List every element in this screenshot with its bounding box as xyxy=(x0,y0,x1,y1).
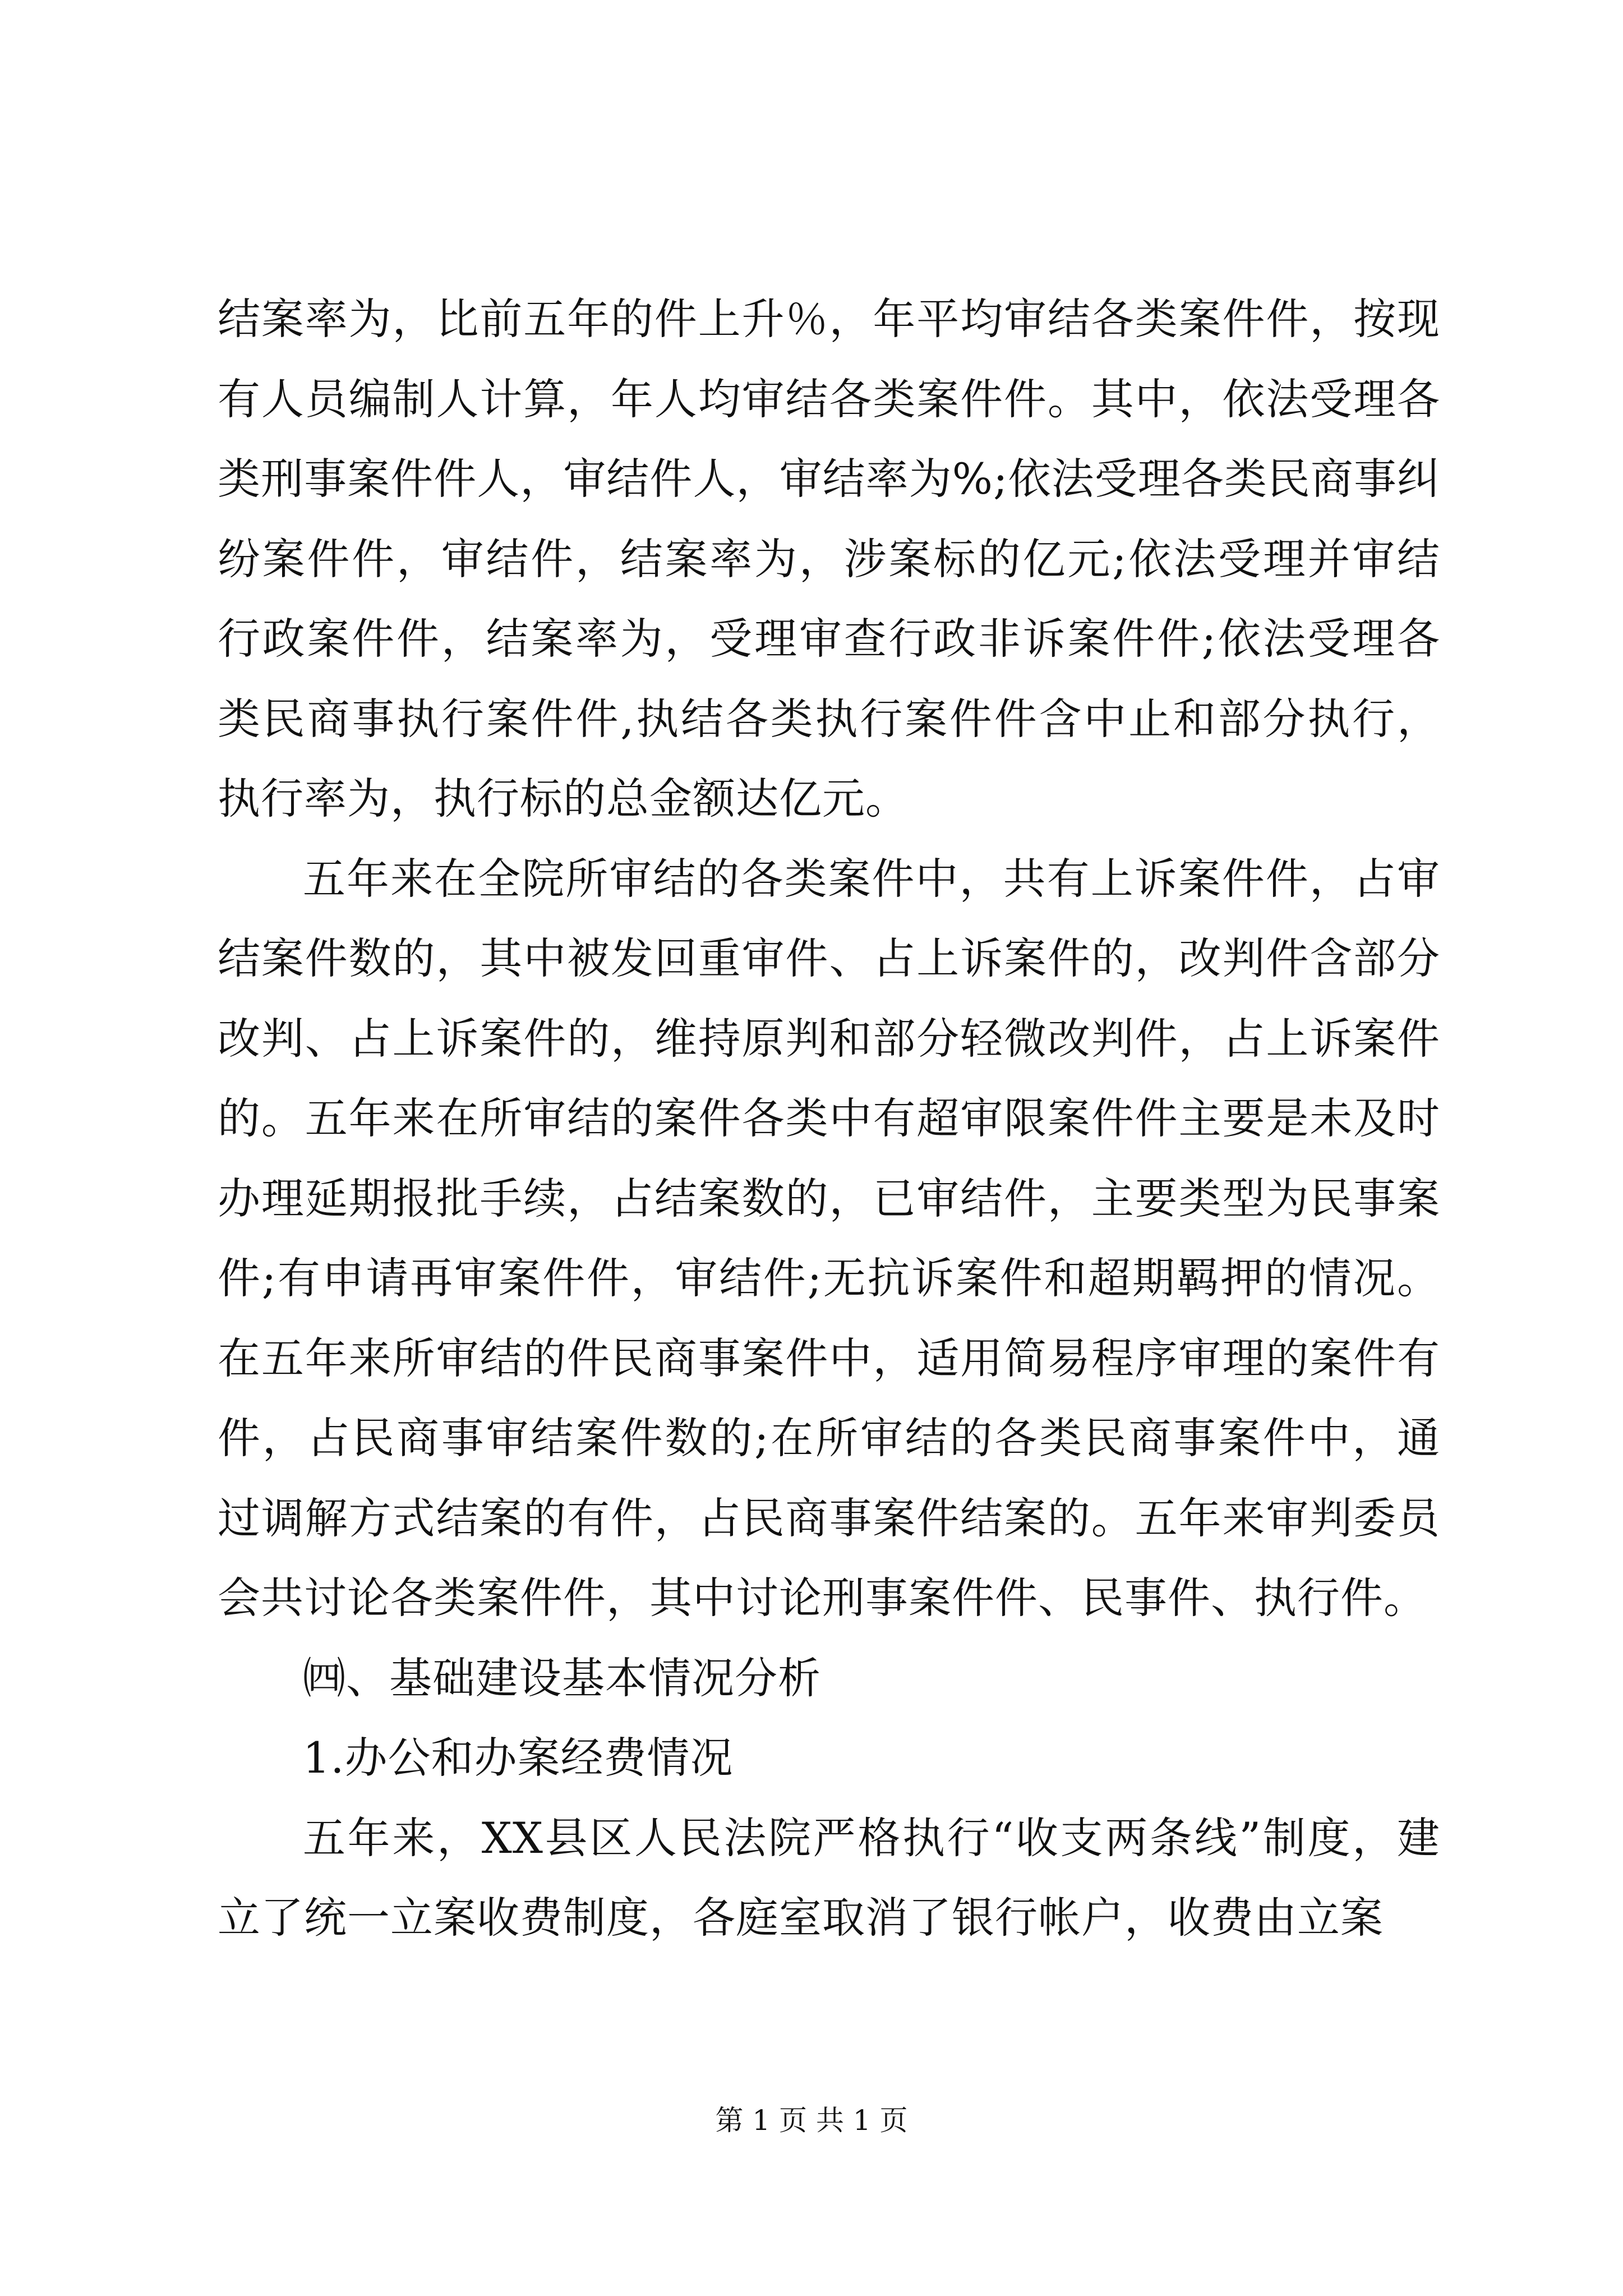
paragraph-funding: 五年来，XX县区人民法院严格执行“收支两条线”制度，建立了统一立案收费制度，各庭室取消了银行帐户，收费由立案 xyxy=(218,1812,1440,1943)
section-heading-infrastructure: ㈣、基础建设基本情况分析 xyxy=(303,1653,821,1703)
paragraph-case-statistics: 结案率为，比前五年的件上升％，年平均审结各类案件件，按现有人员编制人计算，年人均审结各类案件件。其中，依法受理各类刑事案件件人，审结件人，审结率为%;依法受理各类民商事纠纷案件件，审结件，结案率为，涉案标的亿元;依法受理并审结行政案件件，结案率为，受理审查行政非诉案件件;依法受理各类民商事执行案件件,执结各类执行案件件含中止和部分执行，执行率为，执行标的总金额达亿元。 xyxy=(218,294,1440,823)
subheading-office-funding: 1.办公和办案经费情况 xyxy=(303,1733,734,1783)
document-body xyxy=(218,279,1440,1958)
paragraph-appeal-statistics: 五年来在全院所审结的各类案件中，共有上诉案件件，占审结案件数的，其中被发回重审件、占上诉案件的，改判件含部分改判、占上诉案件的，维持原判和部分轻微改判件，占上诉案件的。五年来在所审结的案件各类中有超审限案件件主要是未及时办理延期报批手续，占结案数的，已审结件，主要类型为民事案件;有申请再审案件件，审结件;无抗诉案件和超期羁押的情况。在五年来所审结的件民商事案件中，适用简易程序审理的案件有件，占民商事审结案件数的;在所审结的各类民商事案件中，通过调解方式结案的有件，占民商事案件结案的。五年来审判委员会共讨论各类案件件，其中讨论刑事案件件、民事件、执行件。 xyxy=(218,853,1440,1623)
page-footer: 第 1 页 共 1 页 xyxy=(715,2104,908,2137)
